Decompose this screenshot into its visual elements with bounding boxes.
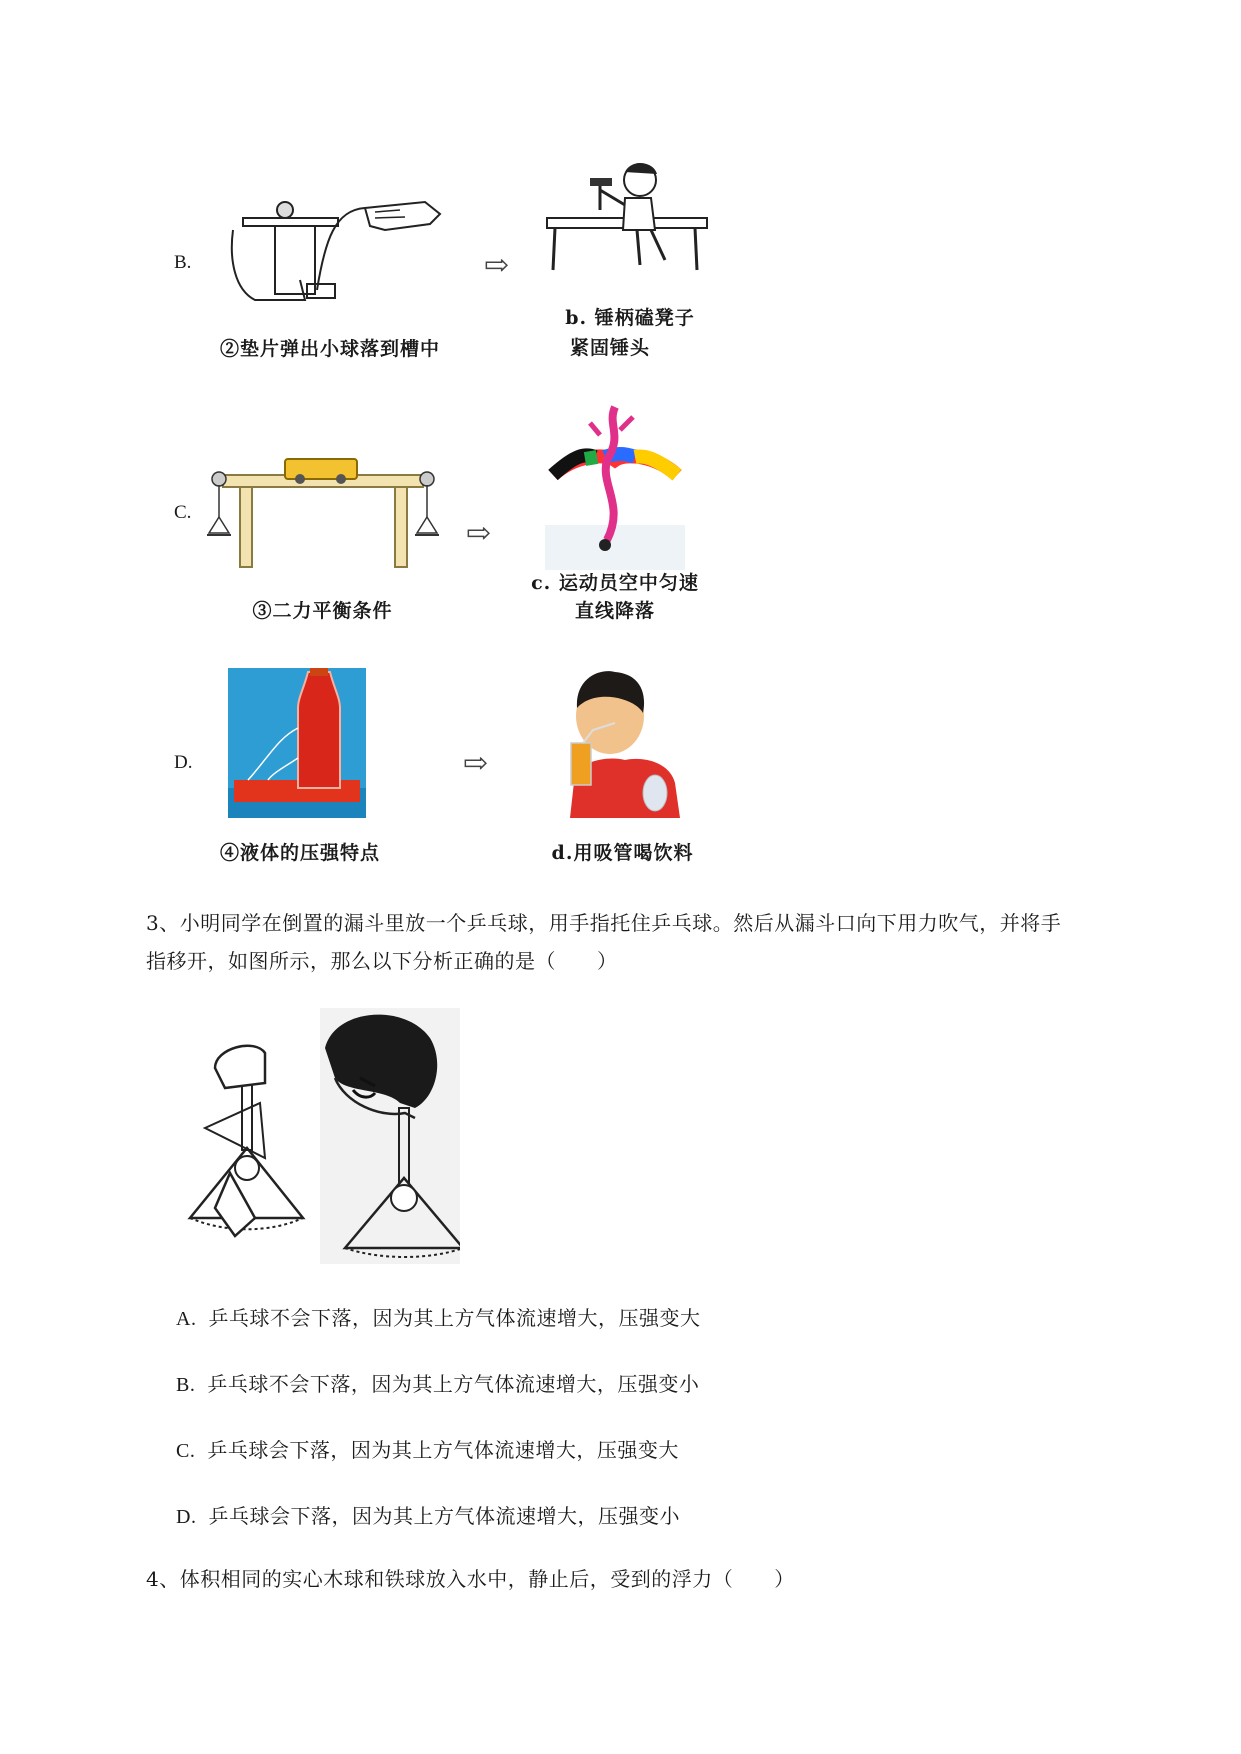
question3-choice-d[interactable]	[176, 1500, 680, 1529]
boy-drinking-straw-photo	[555, 668, 685, 818]
question3-text-line2: 指移开，如图所示，那么以下分析正确的是（ ）	[146, 949, 618, 973]
choice-letter: B.	[176, 1374, 196, 1396]
caption-left-d: ④液体的压强特点	[219, 842, 380, 864]
choice-text: 乒乓球不会下落，因为其上方气体流速增大，压强变大	[208, 1306, 701, 1330]
choice-letter: A.	[176, 1308, 197, 1330]
choice-text: 乒乓球会下落，因为其上方气体流速增大，压强变大	[207, 1438, 679, 1462]
arrow-right-icon: ⇨	[466, 516, 492, 551]
question3-choice-c[interactable]	[176, 1434, 679, 1463]
arrow-right-icon: ⇨	[463, 746, 489, 781]
question4-text: 4、体积相同的实心木球和铁球放入水中，静止后，受到的浮力（ ）	[146, 1567, 795, 1591]
caption-right-b-line1: b. 锤柄磕凳子	[565, 307, 695, 329]
option-letter-d: D.	[174, 752, 193, 773]
skydivers-illustration	[545, 405, 685, 570]
question3-choice-a[interactable]	[176, 1302, 700, 1331]
bottle-liquid-pressure-photo	[228, 668, 366, 818]
hammer-bench-illustration	[545, 160, 715, 275]
caption-left-c: ③二力平衡条件	[252, 600, 393, 622]
caption-right-c-line2: 直线降落	[574, 600, 655, 622]
caption-right-b-line2: 紧固锤头	[569, 337, 650, 359]
option-letter-b: B.	[174, 252, 192, 273]
question3-choice-b[interactable]	[176, 1368, 699, 1397]
question3-text-line1: 3、小明同学在倒置的漏斗里放一个乒乓球，用手指托住乒乓球。然后从漏斗口向下用力吹气，并将手	[146, 911, 1062, 935]
caption-right-d: d.用吸管喝饮料	[551, 842, 694, 864]
choice-letter: D.	[176, 1506, 197, 1528]
funnel-pingpong-illustration	[185, 1008, 460, 1264]
caption-right-c-line1: c. 运动员空中匀速	[531, 572, 699, 594]
arrow-right-icon: ⇨	[484, 248, 510, 283]
choice-text: 乒乓球不会下落，因为其上方气体流速增大，压强变小	[207, 1372, 700, 1396]
option-letter-c: C.	[174, 502, 192, 523]
table-balance-illustration	[205, 455, 440, 570]
spring-apparatus-illustration	[225, 200, 450, 325]
choice-text: 乒乓球会下落，因为其上方气体流速增大，压强变小	[208, 1504, 680, 1528]
choice-letter: C.	[176, 1440, 196, 1462]
caption-left-b: ②垫片弹出小球落到槽中	[219, 338, 440, 360]
